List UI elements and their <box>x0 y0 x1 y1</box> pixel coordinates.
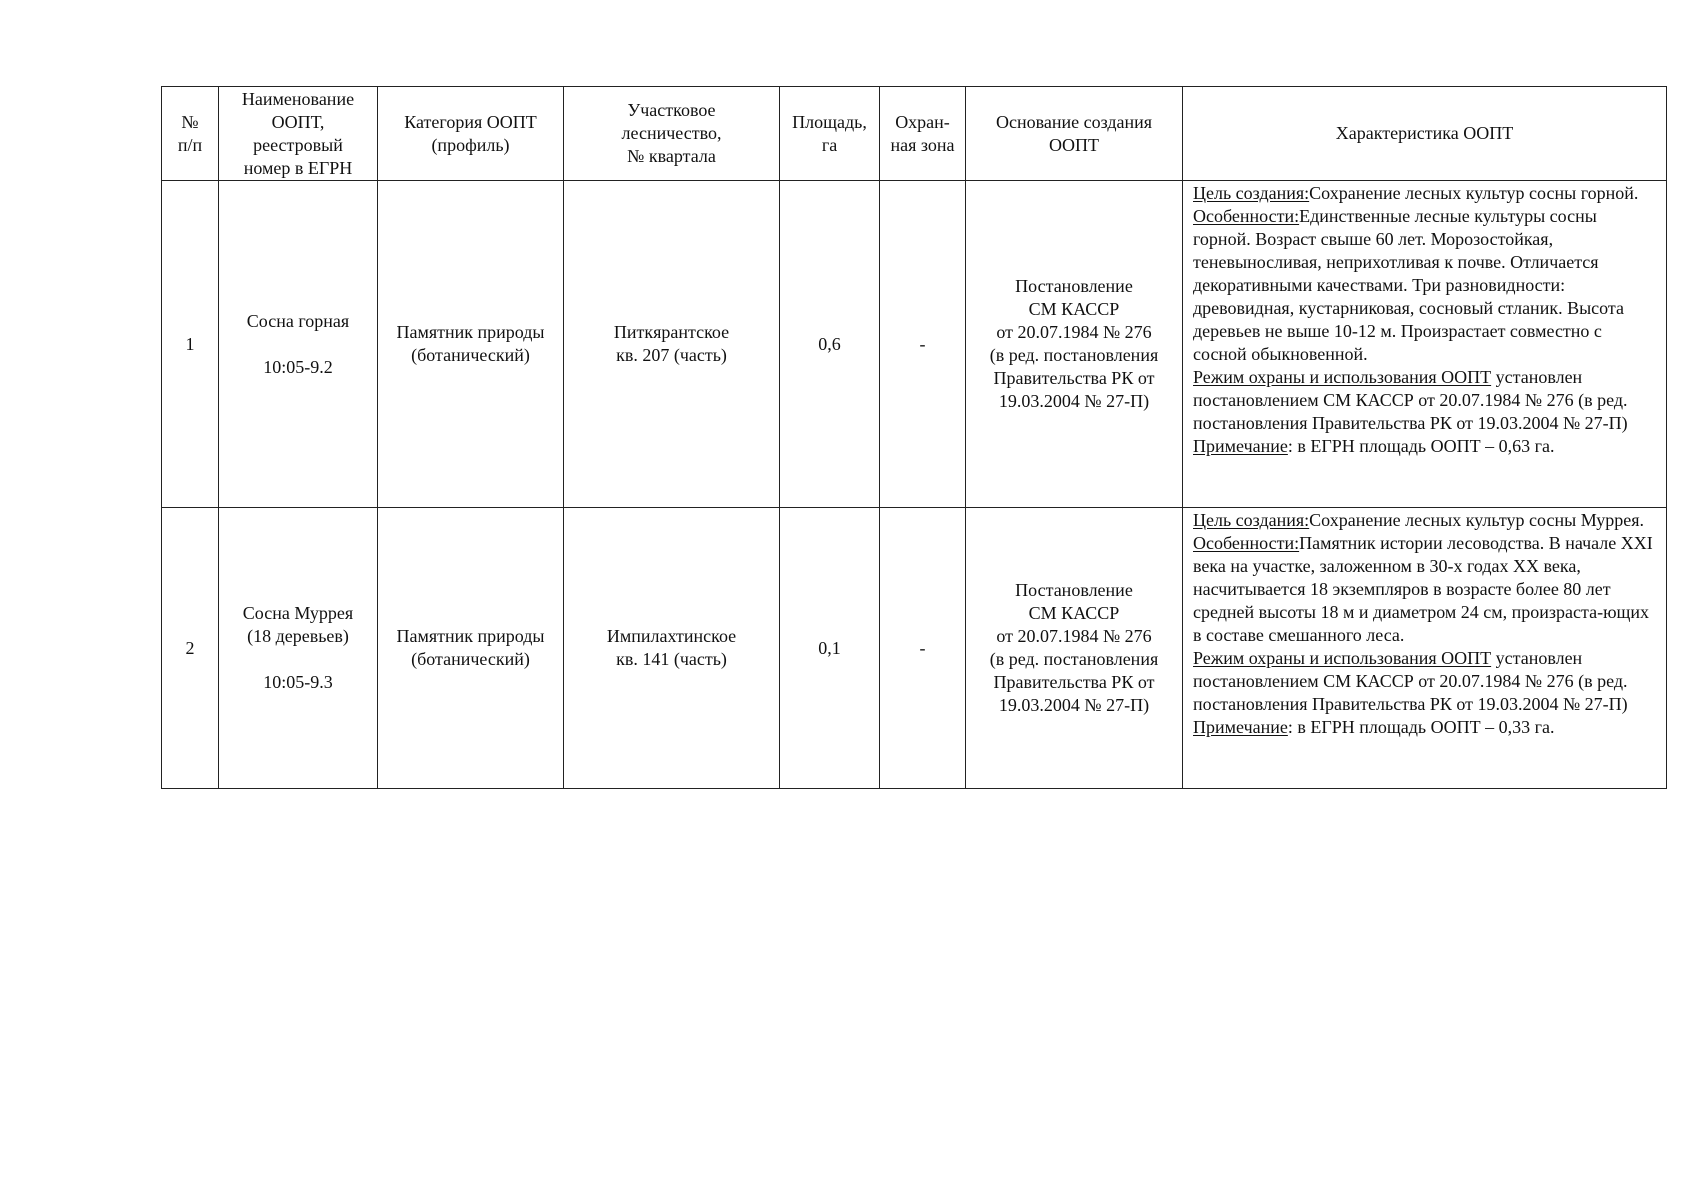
goal-label: Цель создания: <box>1193 183 1310 203</box>
cell-category: Памятник природы (ботанический) <box>378 181 564 508</box>
cell-area: 0,1 <box>780 508 880 789</box>
header-area: Площадь, га <box>780 87 880 181</box>
cell-forestry: Импилахтинское кв. 141 (часть) <box>564 508 780 789</box>
cell-basis: Постановление СМ КАССР от 20.07.1984 № 276 (в ред. постановления Правительства РК от 19.03.2004 № 27-П) <box>966 508 1183 789</box>
features-text: Единственные лесные культуры сосны горной. Возраст свыше 60 лет. Морозостойкая, теневыносливая, неприхотливая к почве. Отличается декоративными качествами. Три разновидности: древовидная, кустарниковая, сосновый стланик. Высота деревьев не выше 10-12 м. Произрастает совместно с сосной обыкновенной. <box>1193 206 1624 364</box>
table-row <box>162 508 1667 789</box>
cell-area: 0,6 <box>780 181 880 508</box>
cell-description <box>1183 181 1667 508</box>
note-text: : в ЕГРН площадь ООПТ – 0,33 га. <box>1287 717 1555 737</box>
goal-text: Сохранение лесных культур сосны горной. <box>1309 183 1639 203</box>
registry-number: 10:05-9.2 <box>263 356 333 377</box>
note-label: Примечание <box>1193 436 1288 456</box>
cell-basis: Постановление СМ КАССР от 20.07.1984 № 276 (в ред. постановления Правительства РК от 19.03.2004 № 27-П) <box>966 181 1183 508</box>
features-paragraph <box>1193 205 1658 366</box>
goal-text: Сохранение лесных культур сосны Муррея. <box>1309 510 1645 530</box>
area-name: Сосна горная <box>246 310 350 331</box>
header-forestry: Участковое лесничество, № квартала <box>564 87 780 181</box>
features-text: Памятник истории лесоводства. В начале XXI века на участке, заложенном в 30-х годах XX века, насчитывается 18 экземпляров в возрасте более 80 лет средней высоты 18 м и диаметром 24 см, произраста-ющих в составе смешанного леса. <box>1193 533 1653 645</box>
regime-text: установлен постановлением СМ КАССР от 20.07.1984 № 276 (в ред. постановления Правительства РК от 19.03.2004 № 27-П) <box>1193 648 1628 714</box>
features-paragraph <box>1193 532 1658 647</box>
cell-description <box>1183 508 1667 789</box>
header-row <box>162 87 1667 181</box>
cell-number: 2 <box>162 508 219 789</box>
header-number: № п/п <box>162 87 219 181</box>
regime-paragraph <box>1193 366 1658 435</box>
area-name: Сосна Муррея (18 деревьев) <box>242 603 354 646</box>
regime-paragraph <box>1193 647 1658 716</box>
table-row <box>162 181 1667 508</box>
cell-buffer-zone: - <box>880 181 966 508</box>
protected-areas-table <box>161 86 1667 789</box>
header-category: Категория ООПТ (профиль) <box>378 87 564 181</box>
cell-name <box>219 181 378 508</box>
header-description: Характеристика ООПТ <box>1183 87 1667 181</box>
note-paragraph <box>1193 716 1658 739</box>
spacer <box>221 333 375 356</box>
header-name: Наименование ООПТ, реестровый номер в ЕГРН <box>219 87 378 181</box>
regime-label: Режим охраны и использования ООПТ <box>1193 648 1492 668</box>
goal-label: Цель создания: <box>1193 510 1310 530</box>
cell-number: 1 <box>162 181 219 508</box>
header-basis: Основание создания ООПТ <box>966 87 1183 181</box>
regime-label: Режим охраны и использования ООПТ <box>1193 367 1492 387</box>
cell-name <box>219 508 378 789</box>
spacer <box>221 648 375 671</box>
cell-buffer-zone: - <box>880 508 966 789</box>
features-label: Особенности: <box>1193 206 1300 226</box>
header-buffer-zone: Охран- ная зона <box>880 87 966 181</box>
features-label: Особенности: <box>1193 533 1300 553</box>
cell-forestry: Питкярантское кв. 207 (часть) <box>564 181 780 508</box>
table-body <box>162 181 1667 789</box>
note-text: : в ЕГРН площадь ООПТ – 0,63 га. <box>1287 436 1555 456</box>
note-paragraph <box>1193 435 1658 458</box>
goal-paragraph <box>1193 182 1658 205</box>
regime-text: установлен постановлением СМ КАССР от 20.07.1984 № 276 (в ред. постановления Правительства РК от 19.03.2004 № 27-П) <box>1193 367 1628 433</box>
registry-number: 10:05-9.3 <box>263 672 333 692</box>
cell-category: Памятник природы (ботанический) <box>378 508 564 789</box>
table-header <box>162 87 1667 181</box>
note-label: Примечание <box>1193 717 1288 737</box>
goal-paragraph <box>1193 509 1658 532</box>
